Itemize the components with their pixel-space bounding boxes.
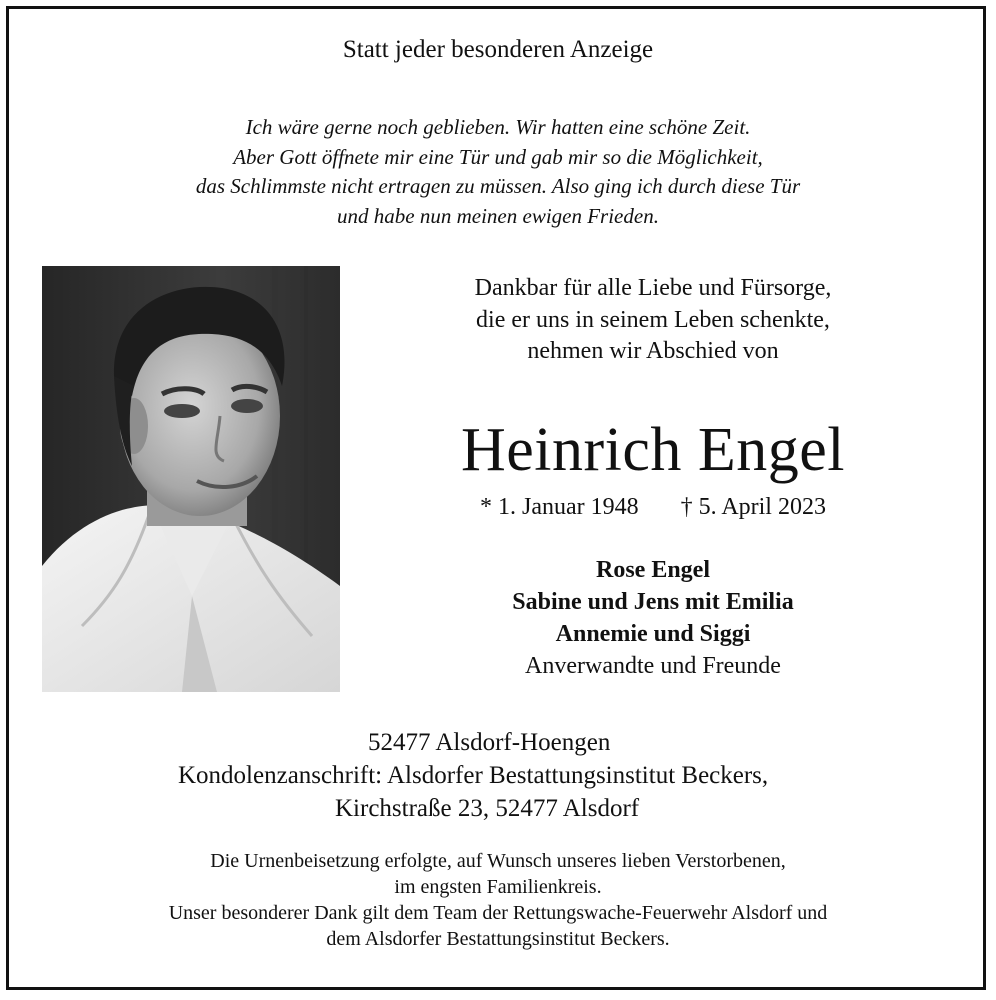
deceased-name: Heinrich Engel <box>460 416 846 484</box>
footer-line: im engsten Familienkreis. <box>394 876 602 898</box>
footer-note <box>0 848 996 952</box>
portrait-illustration <box>42 266 340 692</box>
footer-line: Die Urnenbeisetzung erfolgte, auf Wunsch unseres lieben Verstorbenen, <box>210 850 786 872</box>
mourners-list <box>400 554 906 682</box>
mourner-name: Sabine und Jens mit Emilia <box>512 589 794 615</box>
poem-line: das Schlimmste nicht ertragen zu müssen. Also ging ich durch diese Tür <box>195 174 801 198</box>
mourner-name: Rose Engel <box>596 557 710 583</box>
birth-date: * 1. Januar 1948 <box>480 494 639 520</box>
mourner-name: Annemie und Siggi <box>555 621 751 647</box>
poem <box>0 113 996 231</box>
portrait-photo <box>42 266 340 692</box>
poem-line: Ich wäre gerne noch geblieben. Wir hatten eine schöne Zeit. <box>245 115 751 139</box>
gratitude-line: die er uns in seinem Leben schenkte, <box>476 306 830 333</box>
poem-line: und habe nun meinen ewigen Frieden. <box>337 203 659 228</box>
announcement-header: Statt jeder besonderen Anzeige <box>342 36 654 63</box>
mourner-relatives: Anverwandte und Freunde <box>525 653 781 679</box>
street-line: Kirchstraße 23, 52477 Alsdorf <box>335 795 640 822</box>
gratitude-line: nehmen wir Abschied von <box>527 338 779 364</box>
condolence-address-line: Kondolenzanschrift: Alsdorfer Bestattungsinstitut Beckers, <box>178 762 769 789</box>
death-date: † 5. April 2023 <box>680 494 826 520</box>
poem-line: Aber Gott öffnete mir eine Tür und gab mir so die Möglichkeit, <box>233 144 763 169</box>
address-block <box>0 726 996 825</box>
footer-line: dem Alsdorfer Bestattungsinstitut Beckers. <box>326 928 670 950</box>
life-dates <box>400 494 906 521</box>
gratitude-text <box>400 273 906 368</box>
footer-line: Unser besonderer Dank gilt dem Team der Rettungswache-Feuerwehr Alsdorf und <box>168 902 828 924</box>
residence-line: 52477 Alsdorf-Hoengen <box>368 729 611 756</box>
gratitude-line: Dankbar für alle Liebe und Fürsorge, <box>474 275 832 301</box>
